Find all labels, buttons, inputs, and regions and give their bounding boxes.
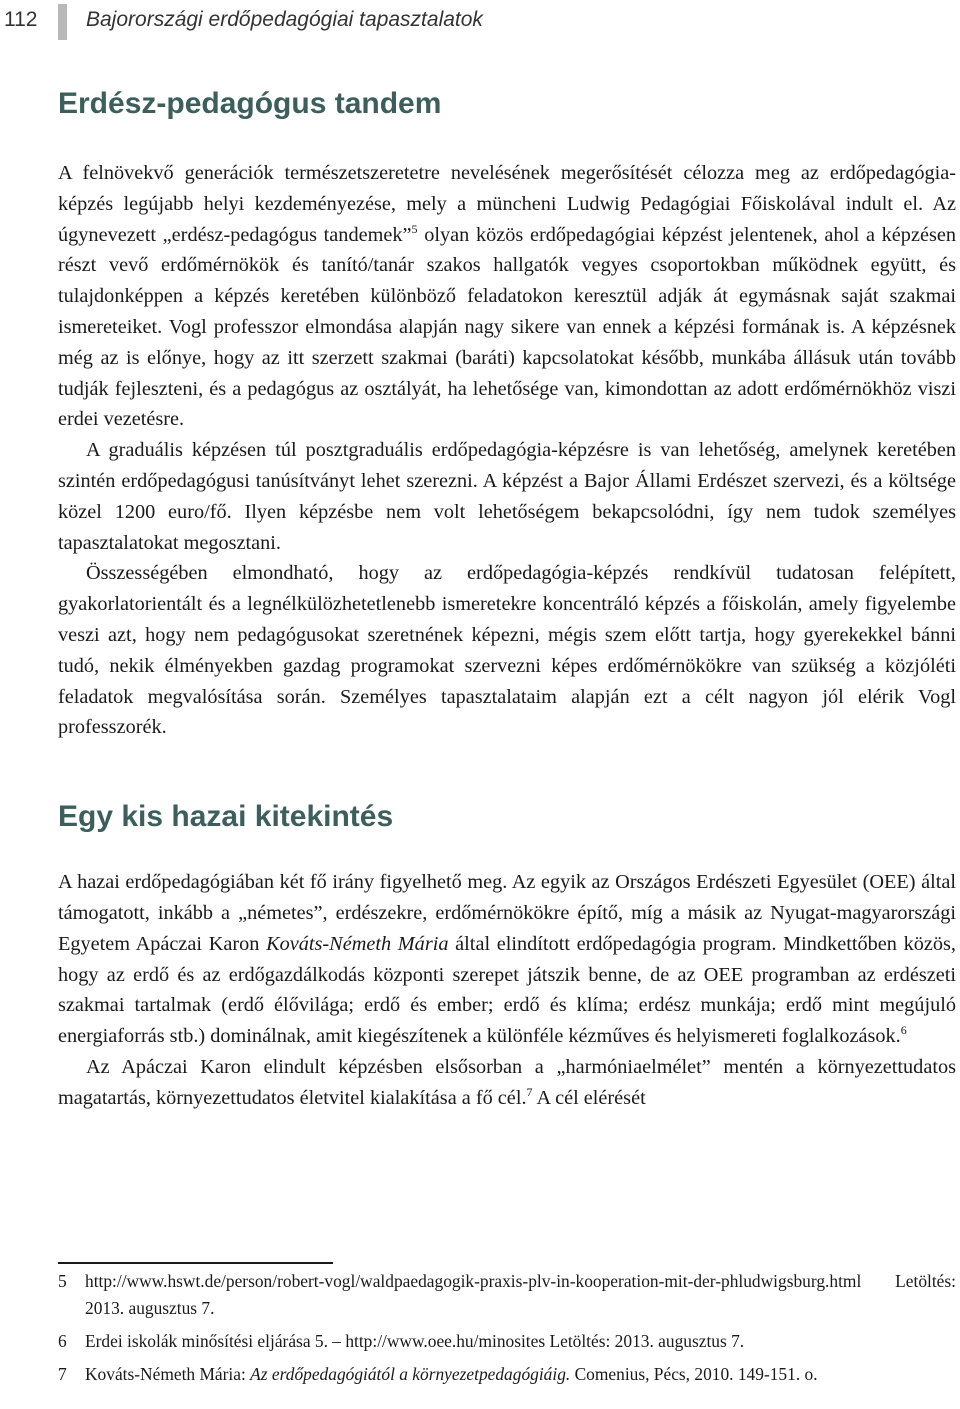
page-content	[58, 80, 956, 1114]
running-title: Bajorországi erdőpedagógiai tapasztalatok	[86, 8, 483, 31]
footnote-number: 7	[58, 1364, 67, 1384]
footnote-text[interactable]: http://www.hswt.de/person/robert-vogl/waldpaedagogik-praxis-plv-in-kooperation-mit-der-phludwigsburg.html Letöltés: 2013. augusztus 7.	[85, 1271, 956, 1318]
paragraph: A hazai erdőpedagógiában két fő irány figyelhető meg. Az egyik az Országos Erdészeti Egyesület (OEE) által támogatott, inkább a „németes”, erdészekre, erdőmérnökökre építő, míg a másik az Nyugat-magyarországi Egyetem Apáczai Karon Kováts-Németh Mária által elindított erdőpedagógia program. Mindkettőben közös, hogy az erdő és az erdőgazdálkodás központi szerepet játszik benne, de az OEE programban az erdészeti szakmai tartalmak (erdő élővilága; erdő és ember; erdő és klíma; erdész munkája; erdő mint megújuló energiaforrás stb.) dominálnak, amit kiegészítenek a különféle kézműves és helyismereti foglalkozások.$^6$	[58, 871, 956, 1048]
paragraph: Az Apáczai Karon elindult képzésben elsősorban a „harmóniaelmélet” mentén a környezettudatos magatartás, környezettudatos életvitel kialakítása a fő cél.$^7$ A cél elérését	[58, 1055, 956, 1109]
page-header	[0, 0, 960, 44]
page-number: 112	[4, 8, 38, 31]
footnote-number: 6	[58, 1331, 67, 1351]
paragraph: A graduális képzésen túl posztgraduális erdőpedagógia-képzésre is van lehetőség, amelynek keretében szintén erdőpedagógusi tanúsítványt lehet szerezni. A képzést a Bajor Állami Erdészet szervezi, és a költsége közel 1200 euro/fő. Ilyen képzésbe nem volt lehetőségem bekapcsolódni, így nem tudok személyes tapasztalatokat megosztani.	[58, 439, 956, 554]
footnote-text: Kováts-Németh Mária: Az erdőpedagógiától a környezetpedagógiáig. Comenius, Pécs, 2010. 149-151. o.	[85, 1364, 818, 1384]
paragraph: A felnövekvő generációk természetszeretetre nevelésének megerősítését célozza meg az erdőpedagógia-képzés legújabb helyi kezdeményezése, mely a müncheni Ludwig Pedagógiai Főiskolával indult el. Az úgynevezett „erdész-pedagógus tandemek”$^5$ olyan közös erdőpedagógiai képzést jelentenek, ahol a képzésen részt vevő erdőmérnökök és tanító/tanár szakos hallgatók vegyes csoportokban működnek együtt, és tulajdonképpen a képzés keretében különböző feladatokon keresztül adják át egymásnak saját szakmai ismereteiket. Vogl professzor elmondása alapján nagy sikere van ennek a képzési formának is. A képzésnek még az is előnye, hogy az itt szerzett szakmai (baráti) kapcsolatokat később, munkába állásuk után tovább tudják fejleszteni, és a pedagógus az osztályát, ha lehetősége van, kimondottan az adott erdőmérnökhöz viszi erdei vezetésre.	[58, 162, 956, 431]
section-body-kitekintes	[58, 867, 956, 1113]
header-divider-bar	[58, 4, 67, 40]
section-title-kitekintes: Egy kis hazai kitekintés	[58, 800, 394, 834]
section-title-tandem: Erdész-pedagógus tandem	[58, 87, 442, 120]
footnote-7	[58, 1361, 956, 1388]
footnote-number: 5	[58, 1271, 67, 1291]
footnote-divider	[58, 1262, 333, 1264]
footnote-6	[58, 1328, 956, 1355]
footnotes	[58, 1268, 956, 1394]
footnote-ref[interactable]: 6	[900, 1023, 907, 1038]
section-body-tandem	[58, 158, 956, 743]
footnote-ref[interactable]: 5	[411, 221, 418, 236]
paragraph: Összességében elmondható, hogy az erdőpedagógia-képzés rendkívül tudatosan felépített, gyakorlatorientált és a legnélkülözhetetlenebb ismeretekre koncentráló képzés a főiskolán, amely figyelembe veszi azt, hogy nem pedagógusokat szeretnének képezni, mégis szem előtt tartja, hogy gyerekekkel bánni tudó, nekik élményekben gazdag programokat szervezni képes erdőmérnökökre van szükség a közjóléti feladatok megvalósítása során. Személyes tapasztalataim alapján ezt a célt nagyon jól elérik Vogl professzorék.	[58, 562, 956, 739]
footnote-5	[58, 1268, 956, 1322]
footnote-ref[interactable]: 7	[526, 1084, 533, 1099]
footnote-text[interactable]: Erdei iskolák minősítési eljárása 5. – http://www.oee.hu/minosites Letöltés: 2013. augusztus 7.	[85, 1331, 745, 1351]
